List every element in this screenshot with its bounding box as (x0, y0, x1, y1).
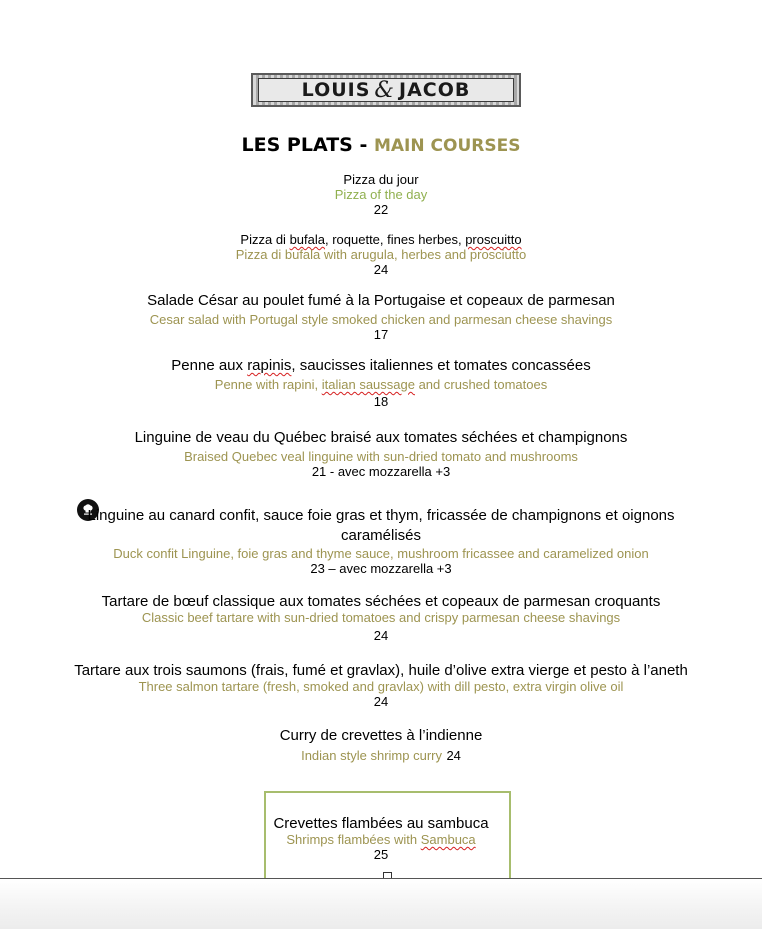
dish-linguine-canard-en: Duck confit Linguine, foie gras and thyme sauce, mushroom fricassee and caramelized onion (113, 546, 649, 561)
dish-tartare-saumons-en: Three salmon tartare (fresh, smoked and gravlax) with dill pesto, extra virgin olive oil (138, 679, 624, 694)
dish-penne-price: 18 (373, 394, 389, 409)
dish-penne-fr (0, 357, 762, 374)
misspelled-word: Sambuca (420, 832, 476, 847)
text-segment: Pizza di (240, 232, 290, 247)
dish-pizza-jour-fr: Pizza du jour (343, 172, 419, 187)
louis-jacob-logo (251, 73, 521, 107)
text-segment: , roquette, fines herbes, (324, 232, 466, 247)
dish-linguine-canard-fr-line1: Linguine au canard confit, sauce foie gras et thym, fricassée de champignons et oignons (87, 507, 675, 524)
text-segment: and crushed tomatoes (414, 377, 548, 392)
dish-pizza-jour-en: Pizza of the day (334, 187, 428, 202)
dish-salade-cesar-en: Cesar salad with Portugal style smoked chicken and parmesan cheese shavings (149, 312, 613, 327)
text-segment: Penne with rapini, (214, 377, 322, 392)
dish-tartare-boeuf-fr: Tartare de bœuf classique aux tomates séchées et copeaux de parmesan croquants (101, 593, 661, 610)
dish-salade-cesar-price: 17 (373, 327, 389, 342)
dish-pizza-bufala-fr (0, 232, 762, 247)
dish-penne-en (0, 377, 762, 392)
text-segment: Penne aux (171, 357, 248, 374)
dish-salade-cesar-fr: Salade César au poulet fumé à la Portugaise et copeaux de parmesan (147, 292, 615, 309)
text-segment: , saucisses italiennes et tomates concassées (291, 357, 591, 374)
dish-crevettes-sambuca-en (0, 832, 762, 847)
window-bottom-area (0, 879, 762, 929)
logo-text-left: LOUIS (301, 79, 371, 101)
section-heading (0, 134, 762, 156)
dish-crevettes-sambuca-price: 25 (373, 847, 389, 862)
dish-linguine-veau-fr: Linguine de veau du Québec braisé aux tomates séchées et champignons (134, 429, 628, 446)
misspelled-word: italian saussage (321, 377, 415, 392)
dish-crevettes-sambuca-fr: Crevettes flambées au sambuca (273, 815, 489, 832)
dish-linguine-veau-price: 21 - avec mozzarella +3 (311, 464, 451, 479)
heading-english: MAIN COURSES (373, 136, 521, 156)
dish-curry-en-line (0, 747, 762, 765)
logo-text-right: JACOB (399, 79, 471, 101)
misspelled-word: rapinis (247, 357, 292, 374)
dish-tartare-boeuf-price: 24 (373, 628, 389, 643)
dish-linguine-veau-en: Braised Quebec veal linguine with sun-dried tomato and mushrooms (184, 449, 578, 464)
heading-french: LES PLATS - (241, 134, 368, 156)
misspelled-word: bufala (289, 232, 325, 247)
dish-curry-en: Indian style shrimp curry (301, 748, 442, 763)
logo-ampersand: & (374, 77, 395, 103)
dish-tartare-boeuf-en: Classic beef tartare with sun-dried tomatoes and crispy parmesan cheese shavings (141, 610, 621, 625)
text-segment: Shrimps flambées with (286, 832, 421, 847)
dish-curry-fr: Curry de crevettes à l’indienne (279, 727, 483, 744)
misspelled-word: proscuitto (465, 232, 522, 247)
dish-pizza-bufala-price: 24 (373, 262, 389, 277)
dish-tartare-saumons-price: 24 (373, 694, 389, 709)
dish-linguine-canard-fr-line2: caramélisés (340, 527, 422, 544)
dish-pizza-jour-price: 22 (373, 202, 389, 217)
dish-tartare-saumons-fr: Tartare aux trois saumons (frais, fumé et gravlax), huile d’olive extra vierge et pesto à l’aneth (74, 662, 688, 679)
logo-wordmark (258, 78, 514, 102)
dish-pizza-bufala-en: Pizza di bufala with arugula, herbes and prosciutto (235, 247, 527, 262)
dish-curry-price: 24 (446, 748, 461, 763)
dish-linguine-canard-price: 23 – avec mozzarella +3 (310, 561, 452, 576)
